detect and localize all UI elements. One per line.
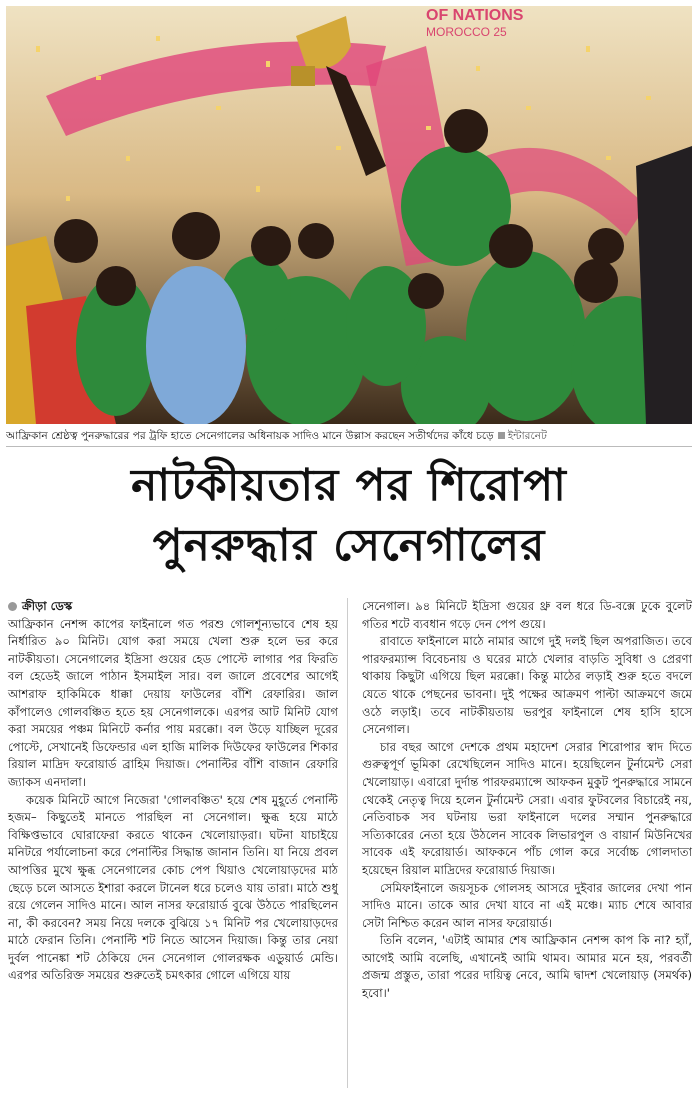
article-column-2 [362,598,692,1003]
svg-text:MOROCCO 25: MOROCCO 25 [426,25,507,39]
celebration-photo-illustration [6,6,692,424]
paragraph: রাবাতে ফাইনালে মাঠে নামার আগে দুই দলই ছিল অপরাজিত। তবে পারফরম্যান্স বিবেচনায় ও ঘরের মাঠে খেলার বাড়তি সুবিধা ও প্রেরণা থাকায় কিছুটা এগিয়ে ছিল মরক্কো। কিন্তু মাঠের লড়াই শুরু হতে বদলে যেতে থাকে পেছনের ভাবনা। দুই পক্ষের আক্রমণ পাল্টা আক্রমণে জমে ওঠে লড়াই। তবে নাটকীয়তায় ভরপুর ফাইনালে শেষ হাসি হাসে সেনেগাল। [362,634,692,737]
paragraph: চার বছর আগে দেশকে প্রথম মহাদেশ সেরার শিরোপার স্বাদ দিতে গুরুত্বপূর্ণ ভূমিকা রেখেছিলেন সাদিও মানে। হয়েছিলেন টুর্নামেন্ট সেরা খেলোয়াড়। এবারো দুর্দান্ত পারফরম্যান্সে আফকন মুকুট পুনরুদ্ধারে সামনে থেকেই নেতৃত্ব দিয়ে হলেন টুর্নামেন্ট সেরা। এবার ফুটবলের বিচারেই নয়, নেতিবাচক সব ঘটনায় ভরা ফাইনালে দলের সম্মান পুনরুদ্ধারে সত্যিকারের নেতা হয়ে উঠলেন সাবেক লিভারপুল ও বায়ার্ন মিউনিখের সাবেক এই ফরোয়ার্ড। আফকনে পাঁচ গোল করে সর্বোচ্চ গোলদাতা হয়েছেন রিয়াল মাদ্রিদের ফরোয়ার্ড দিয়াজ। [362,739,692,877]
photo-caption [6,428,692,444]
headline-line-1: নাটকীয়তার পর শিরোপা [131,460,567,511]
caption-text: আফ্রিকান শ্রেষ্ঠত্ব পুনরুদ্ধারের পর ট্রফি হাতে সেনেগালের অধিনায়ক সাদিও মানে উল্লাস করছেন সতীর্থদের কাঁধে চড়ে [6,430,494,442]
bullet-icon [8,602,17,611]
caption-divider [6,446,692,447]
photo-credit: ইন্টারনেট [507,430,547,442]
desk-label [8,598,338,616]
column-divider [347,598,348,1088]
article-column-1 [8,598,338,985]
headline [0,456,698,576]
paragraph: কয়েক মিনিটে আগে নিজেরা 'গোলবঞ্চিত' হয়ে শেষ মুহূর্তে পেনাল্টি হজম– কিছুতেই মানতে পারছিল না সেনেগাল। ক্ষুব্ধ হয়ে মাঠে বিক্ষিপ্তভাবে ঘোরাফেরা করতে থাকেন খেলোয়াড়রা। ঘটনা যাচাইয়ে মনিটরে পর্যালোচনা করে পেনাল্টির সিদ্ধান্ত জানান তিনি। যা নিয়ে প্রবল আপত্তির মুখে ক্ষুব্ধ সেনেগালের কোচ পেপ থিয়াও খেলোয়াড়দের মাঠ ছেড়ে চলে আসতে ইশারা করলে টানেল ধরে চলেও যায় তারা। মাঠে শুধু রয়ে গেলেন সাদিও মানে। আল নাসর ফরোয়ার্ড বুঝে উঠতে পারছিলেন না, কী করবেন? সময় নিয়ে দলকে বুঝিয়ে ১৭ মিনিট পর খেলোয়াড়দের মাঠে ফেরান তিনি। পেনাল্টি শট নিতে আসেন দিয়াজ। কিন্তু তার নেয়া দুর্বল পানেঙ্কা শট ঠেকিয়ে দেন সেনেগাল গোলরক্ষক এডুয়ার্ড মেন্ডি। এরপর অতিরিক্ত সময়ের শুরুতেই চমৎকার গোলে এগিয়ে যায় [8,792,338,983]
banner-text: OF NATIONS [426,7,524,24]
news-photo [6,6,692,424]
paragraph: সেমিফাইনালে জয়সূচক গোলসহ আসরে দুইবার জালের দেখা পান সাদিও মানে। তাকে আর দেখা যাবে না এই মঞ্চে। ম্যাচ শেষে আবার সেটা নিশ্চিত করেন আল নাসর ফরোয়ার্ড। [362,880,692,930]
paragraph: তিনি বলেন, 'এটাই আমার শেষ আফ্রিকান নেশন্স কাপ কি না? হ্যাঁ, আগেই আমি বলেছি, এখানেই আমি থামব। আমার মনে হয়, পরবর্তী প্রজন্ম প্রস্তুত, তারা পরের দায়িত্ব নেবে, আমি দ্বাদশ খেলোয়াড় (সমর্থক) হবো।' [362,933,692,1001]
paragraph: আফ্রিকান নেশন্স কাপের ফাইনালে গত পরশু গোলশূন্যভাবে শেষ হয় নির্ধারিত ৯০ মিনিট। যোগ করা সময়ে খেলা শুরু হলে ভর করে নাটকীয়তা। সেনেগালের ইদ্রিসা গুয়ের হেড পোস্টে লাগার পর ফিরতি বল হেডেই জালে পাঠান ইসমাইল সার। বল জালে প্রবেশের আগেই আশরাফ হাকিমিকে ধাক্কা দেয়ায় ফাউলের বাঁশি রেফারির। জাল কাঁপালেও গোলবঞ্চিত হতে হয় সেনেগালকে। এরপর আট মিনিট যোগ করা সময়ের পঞ্চম মিনিটে কর্নার পায় মরক্কো। বল উড়ে যাচ্ছিল দূরের পোস্টে, সেখানেই ডিফেন্ডার এল হাজি মালিক দিউফের ফাউলের শিকার রিয়াল মাদ্রিদ ফরোয়ার্ড ব্রাহিম দিয়াজ। পেনাল্টির বাঁশি বাজান রেফারি জ্যাকস এনদালা। [8,616,338,789]
headline-line-2: পুনরুদ্ধার সেনেগালের [152,520,546,571]
desk-text: ক্রীড়া ডেস্ক [22,599,73,613]
credit-marker-icon [498,432,505,439]
paragraph: সেনেগাল। ৯৪ মিনিটে ইদ্রিসা গুয়ের থ্রু বল ধরে ডি-বক্সে ঢুকে বুলেট গতির শটে ব্যবধান গড়ে দেন পেপ গুয়ে। [362,599,692,631]
